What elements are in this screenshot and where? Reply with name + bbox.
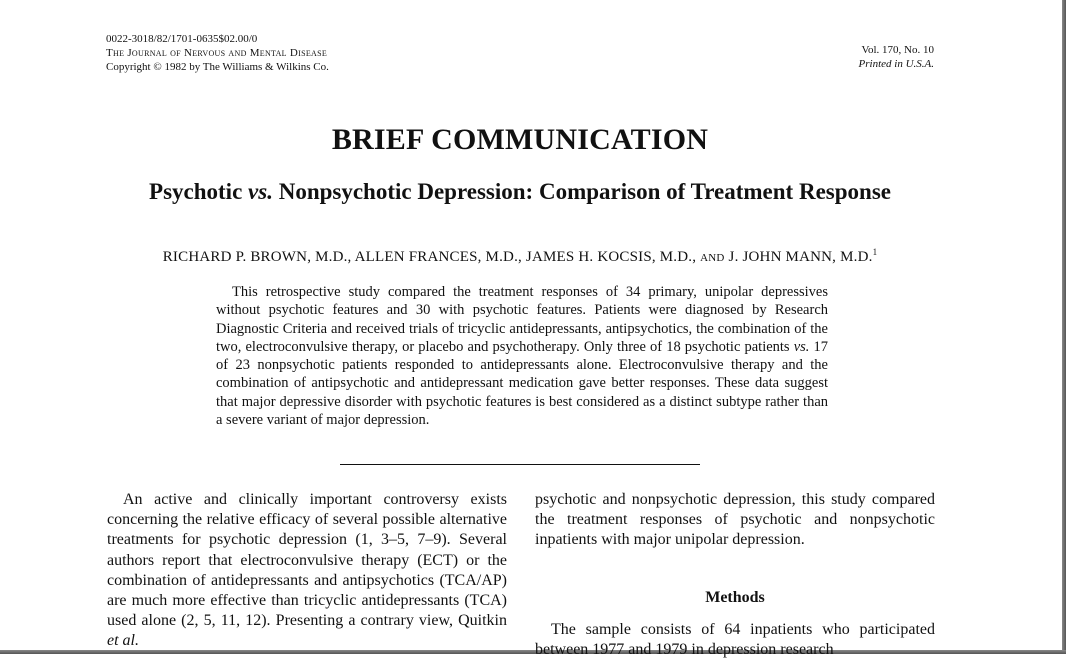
abstract-divider	[340, 464, 700, 465]
journal-header-right	[859, 43, 934, 71]
body-left-paragraph	[107, 490, 507, 652]
printed-in: Printed in U.S.A.	[858, 58, 934, 70]
copyright-line: Copyright © 1982 by The Williams & Wilkins Co.	[106, 61, 329, 73]
methods-heading: Methods	[705, 589, 765, 606]
volume-issue: Vol. 170, No. 10	[861, 44, 934, 56]
article-code: 0022-3018/82/1701-0635$02.00/0	[106, 33, 258, 45]
author-footnote-marker: 1	[872, 247, 878, 257]
paper-title-part1: Psychotic	[149, 179, 249, 204]
author-last: J. JOHN MANN, M.D.	[724, 249, 873, 265]
paper-title	[120, 176, 920, 207]
paper-title-vs: vs.	[248, 179, 273, 204]
abstract-part1: This retrospective study compared the treatment responses of 34 primary, unipolar depressives without psychotic features and 30 with psychotic features. Patients were diagnosed by Research Diagnostic Criteria and received trials of tricyclic antidepressants, antipsychotics, the combination of the two, electroconvulsive therapy, or placebo and psychotherapy. Only three of 18 psychotic patients	[216, 284, 828, 355]
body-right-paragraph: psychotic and nonpsychotic depression, this study compared the treatment responses of psychotic and nonpsychotic inpatients with major unipolar depression.	[535, 491, 935, 549]
scan-edge-right	[1062, 0, 1066, 654]
paper-title-part2: Nonpsychotic Depression: Comparison of Treatment Response	[272, 179, 891, 204]
abstract-part2: 17 of 23 nonpsychotic patients responded to antidepressants alone. Electroconvulsive therapy and the combination of antipsychotic and antidepressant medication gave better responses. These data suggest that major depressive disorder with psychotic features is best considered as a distinct subtype rather than a severe variant of major depression.	[216, 338, 829, 429]
section-title: BRIEF COMMUNICATION	[331, 123, 709, 156]
journal-header-left	[106, 32, 329, 74]
abstract	[216, 283, 828, 429]
author-names: RICHARD P. BROWN, M.D., ALLEN FRANCES, M.D., JAMES H. KOCSIS, M.D.,	[162, 249, 701, 265]
author-and: and	[700, 249, 725, 265]
methods-paragraph: The sample consists of 64 inpatients who participated between 1977 and 1979 in depression research	[535, 621, 935, 659]
journal-name: The Journal of Nervous and Mental Disease	[106, 47, 328, 59]
author-list	[0, 247, 1040, 266]
abstract-vs: vs.	[793, 338, 810, 355]
body-left-text: An active and clinically important controversy exists concerning the relative efficacy of several possible alternative treatments for psychotic depression (1, 3–5, 7–9). Several authors report that electroconvulsive therapy (ECT) or the combination of antidepressants and antipsychotics (TCA/AP) are much more effective than tricyclic antidepressants (TCA) used alone (2, 5, 11, 12). Presenting a contrary view, Quitkin	[107, 491, 507, 630]
body-left-etal: et al.	[107, 632, 139, 650]
